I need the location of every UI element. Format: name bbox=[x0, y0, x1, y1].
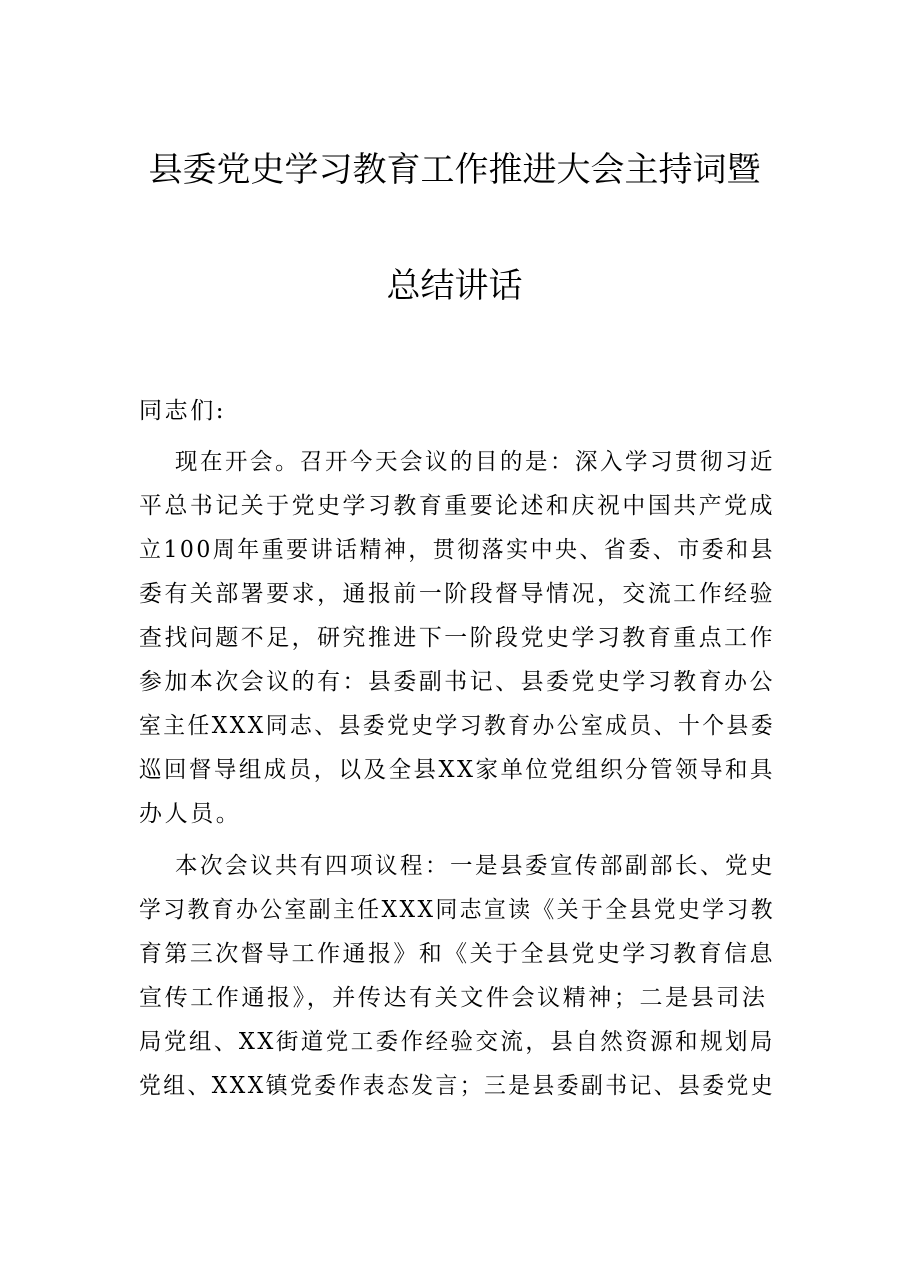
paragraph-2-line-2: 学习教育办公室副主任XXX同志宣读《关于全县党史学习教 bbox=[139, 897, 776, 923]
paragraph-2-line-6: 党组、XXX镇党委作表态发言；三是县委副书记、县委党史 bbox=[139, 1073, 776, 1099]
paragraph-1-line-6: 参加本次会议的有：县委副书记、县委党史学习教育办公 bbox=[139, 669, 776, 695]
paragraph-1-line-7: 室主任XXX同志、县委党史学习教育办公室成员、十个县委 bbox=[139, 713, 776, 739]
salutation: 同志们: bbox=[139, 398, 227, 424]
paragraph-1-line-4: 委有关部署要求，通报前一阶段督导情况，交流工作经验 bbox=[139, 581, 776, 607]
paragraph-1-line-9: 办人员。 bbox=[139, 801, 242, 827]
paragraph-1-line-5: 查找问题不足，研究推进下一阶段党史学习教育重点工作 bbox=[139, 625, 776, 651]
paragraph-2-line-3: 育第三次督导工作通报》和《关于全县党史学习教育信息 bbox=[139, 941, 776, 967]
paragraph-1-line-1: 现在开会。召开今天会议的目的是：深入学习贯彻习近 bbox=[175, 449, 776, 475]
paragraph-2-line-1: 本次会议共有四项议程：一是县委宣传部副部长、党史 bbox=[175, 853, 776, 879]
document-title-line-2: 总结讲话 bbox=[386, 266, 523, 306]
paragraph-2-line-5: 局党组、XX街道党工委作经验交流，县自然资源和规划局 bbox=[139, 1029, 775, 1055]
paragraph-1-line-2: 平总书记关于党史学习教育重要论述和庆祝中国共产党成 bbox=[139, 493, 776, 519]
document-title-line-1: 县委党史学习教育工作推进大会主持词暨 bbox=[148, 150, 761, 190]
paragraph-1-line-8: 巡回督导组成员，以及全县XX家单位党组织分管领导和具 bbox=[139, 757, 775, 783]
paragraph-1-line-3: 立100周年重要讲话精神，贯彻落实中央、省委、市委和县 bbox=[139, 537, 776, 563]
paragraph-2-line-4: 宣传工作通报》，并传达有关文件会议精神；二是县司法 bbox=[139, 985, 768, 1011]
